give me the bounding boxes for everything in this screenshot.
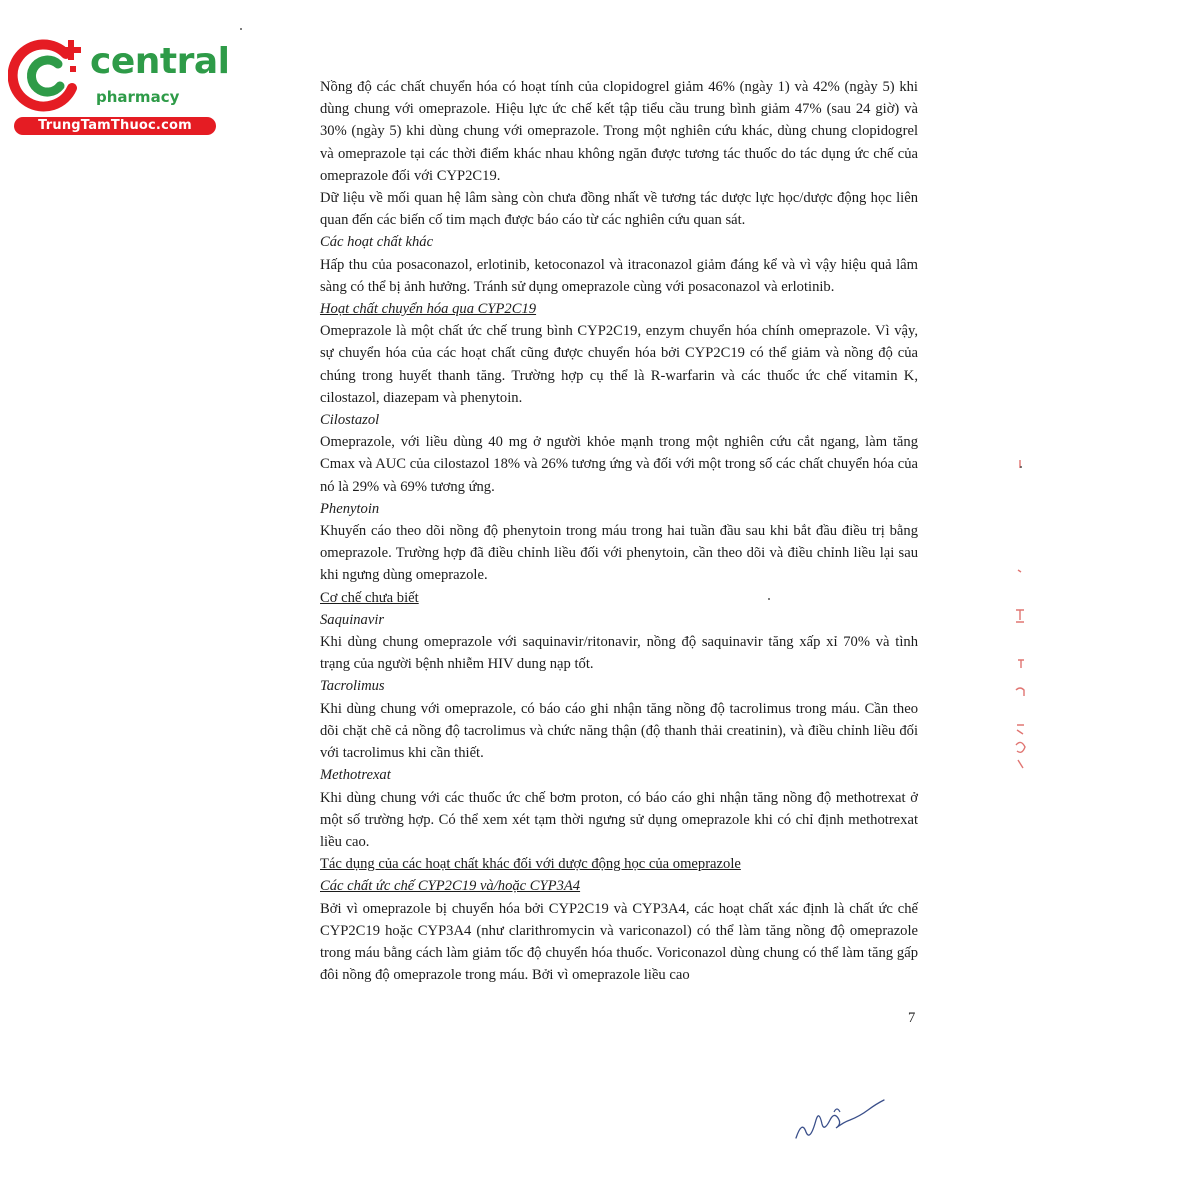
section-heading: Saquinavir bbox=[320, 611, 385, 628]
brand-logo[interactable] bbox=[8, 36, 230, 136]
section-heading: Phenytoin bbox=[320, 500, 380, 517]
section-heading: Cilostazol bbox=[320, 412, 380, 429]
section-heading: Tacrolimus bbox=[320, 678, 385, 695]
paragraph: Nồng độ các chất chuyển hóa có hoạt tính của clopidogrel giảm 46% (ngày 1) và 42% (ngày 5) khi dùng chung với omeprazole. Hiệu lực ức chế kết tập tiểu cầu trung bình giảm 47% (sau 24 giờ) và 30% (ngày 5) khi dùng chung với omeprazole. Trong một nghiên cứu khác, dùng chung clopidogrel và omeprazole tại các thời điểm khác nhau không ngăn được tương tác thuốc do tác dụng ức chế của omeprazole đối với CYP2C19. bbox=[320, 79, 918, 184]
section-heading: Cơ chế chưa biết bbox=[320, 589, 419, 606]
paragraph: Khi dùng chung với các thuốc ức chế bơm proton, có báo cáo ghi nhận tăng nồng độ methotrexat ở một số trường hợp. Có thể xem xét tạm thời ngưng sử dụng omeprazole khi có chỉ định methotrexat liều cao. bbox=[320, 789, 918, 850]
speck bbox=[240, 28, 242, 30]
paragraph: Omeprazole, với liều dùng 40 mg ở người khỏe mạnh trong một nghiên cứu cắt ngang, làm tăng Cmax và AUC của cilostazol 18% và 26% tương ứng và đối với một trong số các chất chuyển hóa của nó là 29% và 69% tương ứng. bbox=[320, 434, 918, 495]
paragraph: Khuyến cáo theo dõi nồng độ phenytoin trong máu trong hai tuần đầu sau khi bắt đầu điều trị bằng omeprazole. Trường hợp đã điều chỉnh liều đối với phenytoin, cần theo dõi và điều chỉnh liều lại sau khi ngưng dùng omeprazole. bbox=[320, 523, 918, 584]
document-body bbox=[320, 76, 918, 986]
section-heading: Các hoạt chất khác bbox=[320, 234, 434, 251]
paragraph: Khi dùng chung với omeprazole, có báo cáo ghi nhận tăng nồng độ tacrolimus trong máu. Cần theo dõi chặt chẽ cả nồng độ tacrolimus và chức năng thận (độ thanh thải creatinin), và điều chỉnh liều đối với tacrolimus khi cần thiết. bbox=[320, 700, 918, 762]
signature-icon bbox=[790, 1090, 900, 1146]
paragraph: Bởi vì omeprazole bị chuyển hóa bởi CYP2C19 và CYP3A4, các hoạt chất xác định là chất ức chế CYP2C19 hoặc CYP3A4 (như clarithromycin và variconazol) có thể làm tăng nồng độ omeprazole trong máu bằng cách làm giảm tốc độ chuyển hóa thuốc. Voriconazol dùng chung có thể làm tăng gấp đôi nồng độ omeprazole trong máu. Bởi vì omeprazole liều cao bbox=[320, 900, 918, 984]
stamp-mark-icon bbox=[1008, 460, 1032, 770]
paragraph: Dữ liệu về mối quan hệ lâm sàng còn chưa đồng nhất về tương tác dược lực học/dược động học liên quan đến các biến cố tim mạch được báo cáo từ các nghiên cứu quan sát. bbox=[320, 190, 918, 229]
paragraph: Hấp thu của posaconazol, erlotinib, ketoconazol và itraconazol giảm đáng kể và vì vậy hiệu quả lâm sàng có thể bị ảnh hưởng. Tránh sử dụng omeprazole cùng với posaconazol và erlotinib. bbox=[320, 256, 918, 295]
section-heading: Methotrexat bbox=[320, 767, 391, 784]
section-heading: Tác dụng của các hoạt chất khác đối với dược động học của omeprazole bbox=[320, 856, 741, 873]
speck bbox=[768, 598, 770, 600]
page-number: 7 bbox=[908, 1010, 916, 1026]
logo-subtitle: pharmacy bbox=[96, 88, 180, 106]
central-pharmacy-logo-icon bbox=[8, 36, 88, 116]
paragraph: Omeprazole là một chất ức chế trung bình CYP2C19, enzym chuyển hóa chính omeprazole. Vì vậy, sự chuyển hóa của các hoạt chất cũng được chuyển hóa bởi CYP2C19 có thể giảm và nồng độ của chúng trong huyết thanh tăng. Trường hợp cụ thể là R-warfarin và các thuốc ức chế vitamin K, cilostazol, diazepam và phenytoin. bbox=[320, 323, 918, 406]
section-heading: Hoạt chất chuyển hóa qua CYP2C19 bbox=[320, 301, 537, 318]
speck bbox=[1020, 466, 1022, 468]
section-heading: Các chất ức chế CYP2C19 và/hoặc CYP3A4 bbox=[320, 878, 581, 895]
paragraph: Khi dùng chung omeprazole với saquinavir/ritonavir, nồng độ saquinavir tăng xấp xỉ 70% và tình trạng của người bệnh nhiễm HIV dung nạp tốt. bbox=[320, 634, 918, 673]
logo-brand-name: central bbox=[90, 41, 230, 82]
logo-site-link[interactable]: TrungTamThuoc.com bbox=[14, 117, 216, 135]
